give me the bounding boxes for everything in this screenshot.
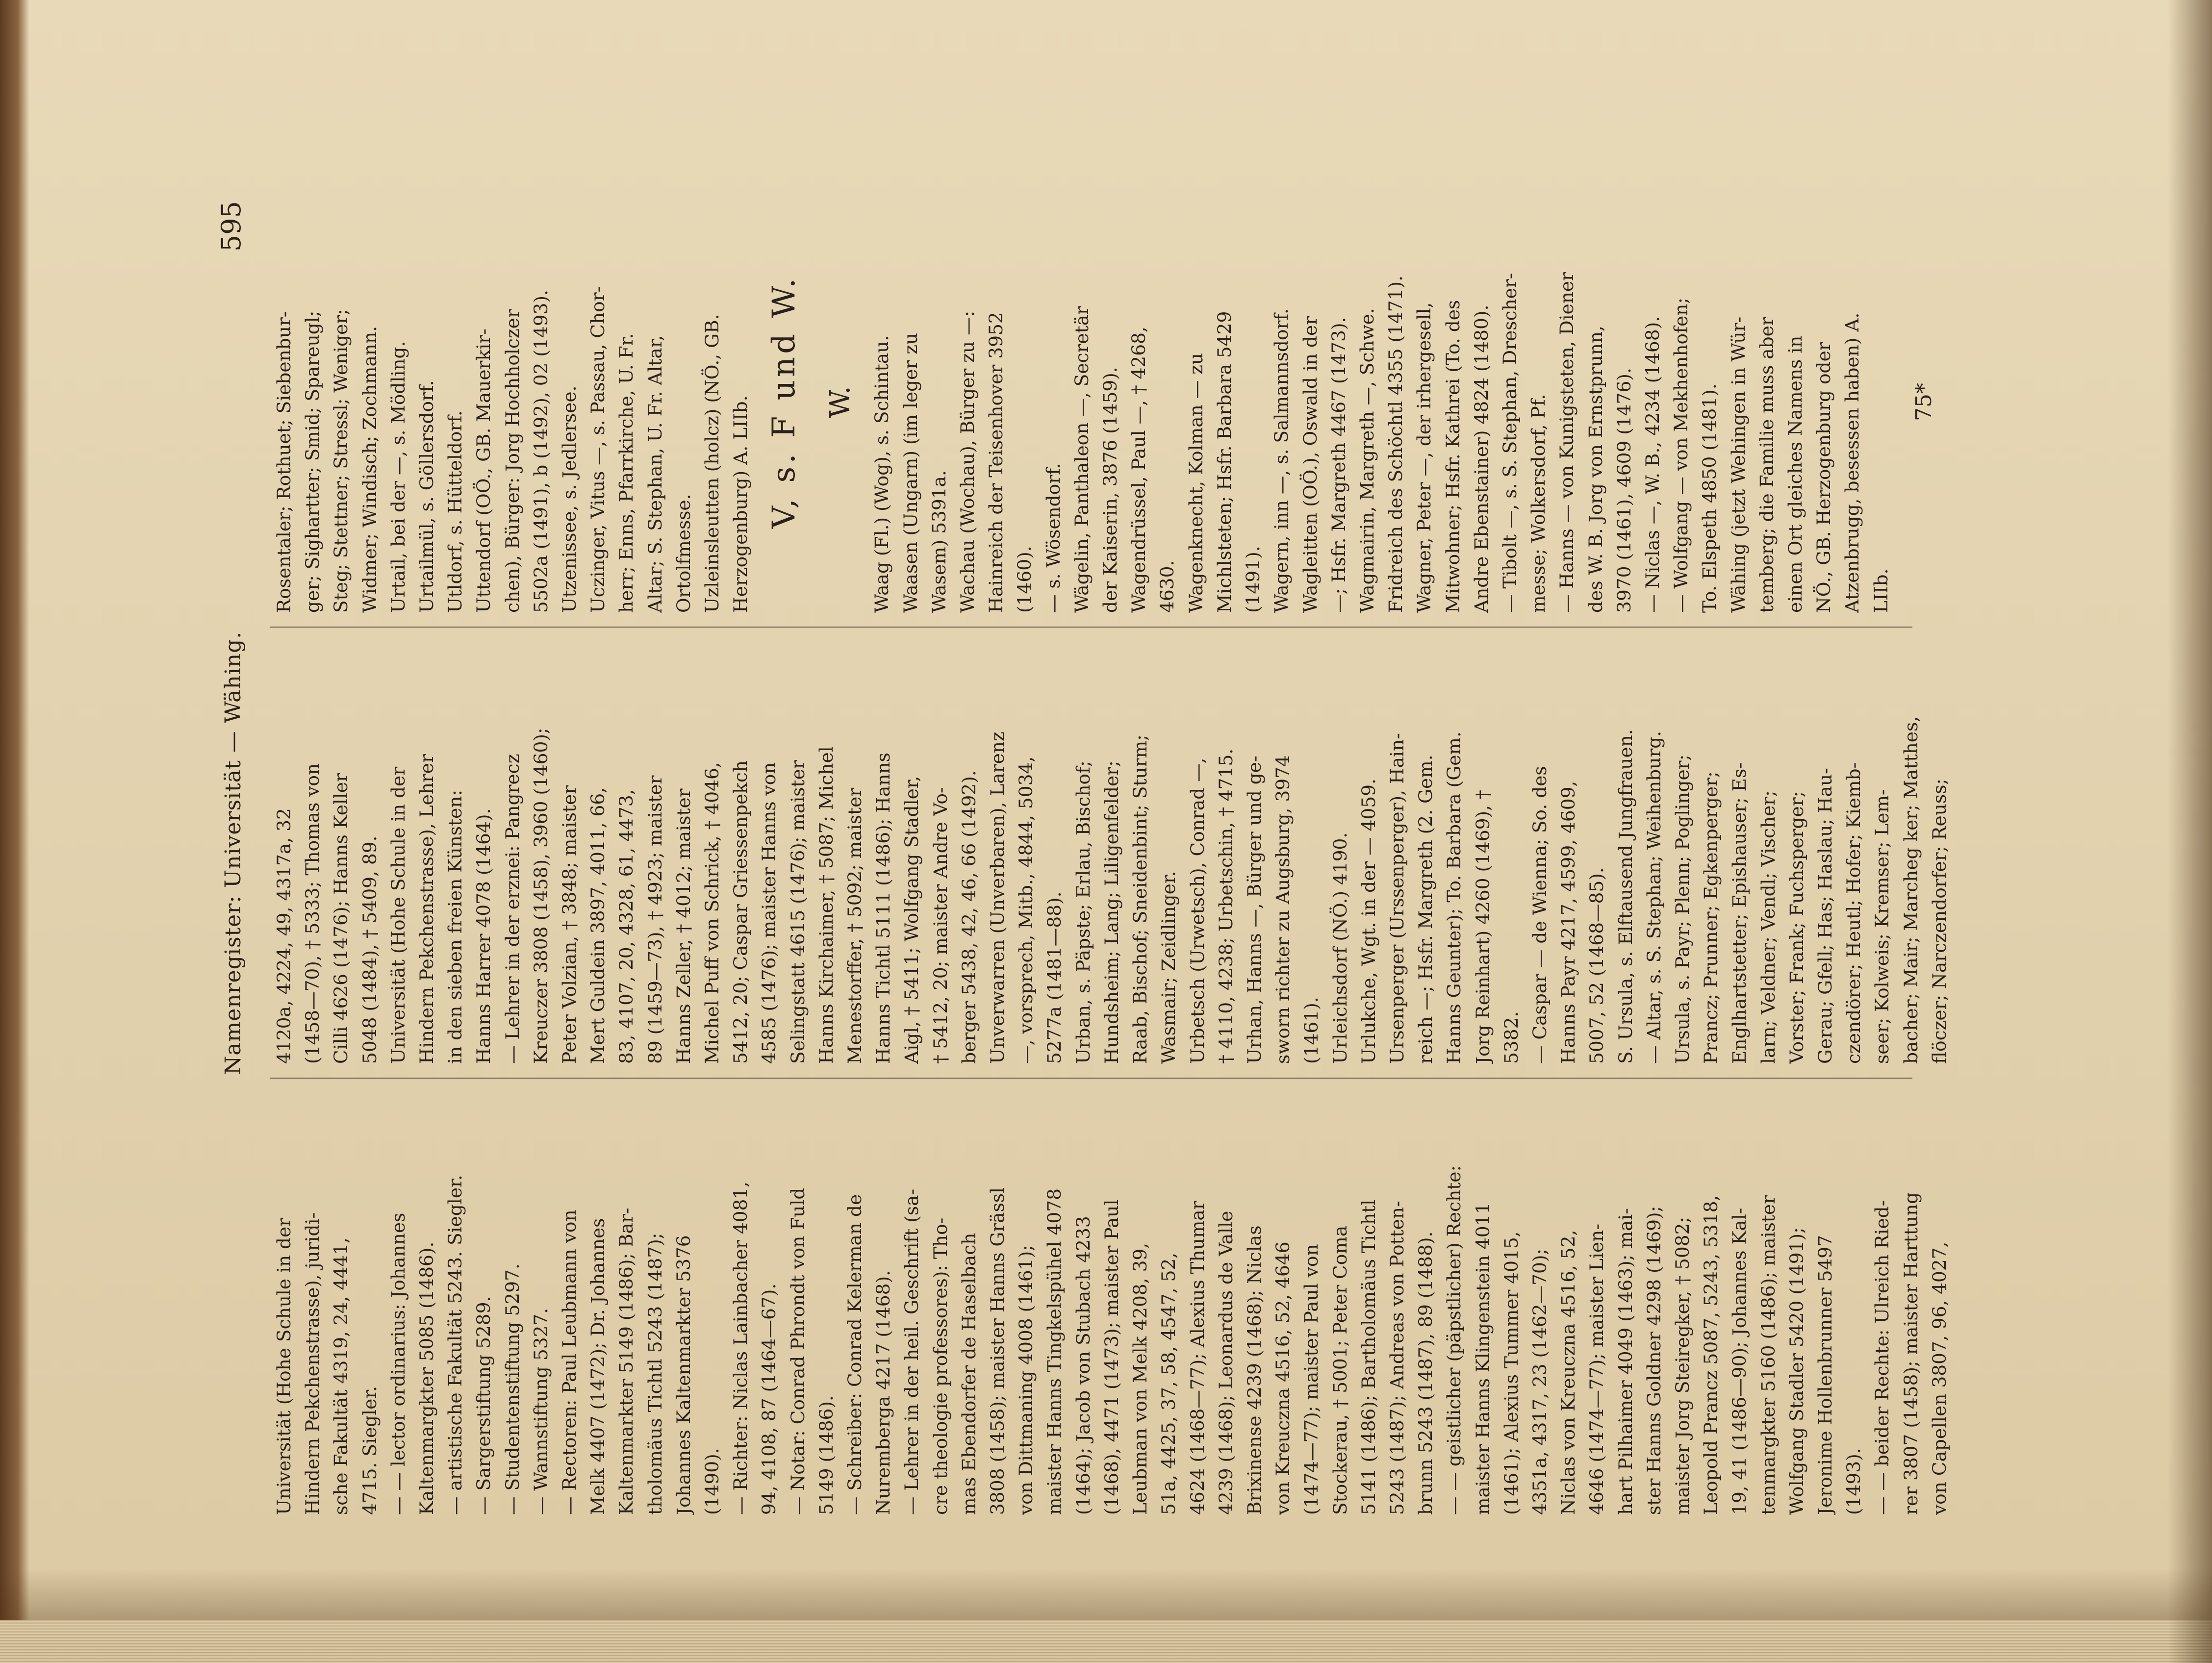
index-entry-line: Uttendorf (OÖ., GB. Mauerkir- [473, 328, 495, 613]
index-entry-line: Prancz; Prunner; Egkenperger; [1700, 771, 1722, 1064]
index-entry-line: ger; Sighartter; Smid; Spareugl; [302, 310, 324, 613]
index-entry-line: Widmer; Windisch; Zochmann. [358, 326, 381, 613]
column-3-entries-before [270, 191, 755, 613]
index-entry-line: Mitwohner; Hsfr. Kathrei (To. des [1442, 300, 1464, 613]
index-entry-line: (1464); Jacob von Stubach 4233 [1072, 1216, 1094, 1515]
index-entry-line: Hanns Zeller, † 4012; maister [672, 788, 694, 1064]
index-entry-line: berger 5438, 42, 46, 66 (1492). [958, 770, 980, 1064]
column-divider [270, 627, 1912, 628]
index-entry-line: Wagmairin, Margreth —, Schwe. [1356, 308, 1378, 613]
index-entry-line: flöczer; Narczendorfer; Reuss; [1928, 779, 1950, 1064]
index-entry-line: Wolfgang Stadler 5420 (1491); [1785, 1227, 1807, 1515]
index-entry-line: Wagendrüssel, Paul —, † 4268, [1128, 327, 1150, 613]
spine-shadow [0, 1569, 2212, 1623]
index-entry-line: Urlukche, Wgt. in der — 4059. [1357, 779, 1379, 1064]
index-entry-line: 51a, 4425, 37, 58, 4547, 52, [1158, 1252, 1180, 1515]
index-entry-line: Urhan, Hanns —, Bürger und ge- [1243, 756, 1265, 1064]
index-entry-line: (1458—70), † 5333; Thomas von [302, 763, 324, 1064]
index-entry-line: Johannes Kaltenmarkter 5376 [672, 1235, 694, 1515]
index-entry-line: Fridreich des Schöchtl 4355 (1471). [1385, 275, 1407, 613]
index-entry-line: 3808 (1458); maister Hanns Grässl [987, 1187, 1009, 1515]
index-entry-line: Ortolfmesse. [672, 494, 694, 613]
index-entry-line: in den sieben freien Künsten: [444, 789, 466, 1064]
index-entry-line: 4630. [1156, 560, 1178, 613]
index-entry-line: — Lehrer in der erznei: Pangrecz [501, 754, 523, 1064]
index-entry-line: Wagern, inn —, s. Salmannsdorf. [1271, 308, 1293, 613]
index-entry-line: — Lehrer in der heil. Geschrift (sa- [901, 1188, 923, 1515]
section-heading: V, s. F und W. [766, 275, 803, 529]
index-entry-line: Andre Ebenstainer) 4824 (1480). [1470, 304, 1492, 613]
index-entry-line: (1468), 4471 (1473); maister Paul [1100, 1199, 1122, 1515]
index-entry-line: Urtailmül, s. Göllersdorf. [416, 380, 438, 613]
index-entry-line: einen Ort gleiches Namens in [1784, 335, 1806, 613]
index-entry-line: (1461). [1300, 997, 1322, 1064]
index-entry-line: Englhartstetter; Epishauser; Es- [1729, 762, 1751, 1064]
index-entry-line: 5141 (1486); Bartholomäus Tichtl [1357, 1199, 1379, 1515]
section-letter: W. [824, 386, 857, 418]
index-entry-line: 4715. Siegler. [358, 1386, 381, 1515]
index-entry-line: 5382. [1500, 1011, 1522, 1064]
index-entry-line: — Notar: Conrad Phrondt von Fuld [787, 1187, 809, 1515]
index-entry-line: (1461); Alexius Tummer 4015, [1500, 1231, 1522, 1515]
index-entry-line: Ursenperger (Urssenperger), Hain- [1386, 733, 1408, 1064]
column-divider [270, 1078, 1912, 1079]
index-entry-line: reich —; Hsfr. Margreth (2. Gem. [1415, 755, 1437, 1064]
left-page-strip [0, 0, 29, 1663]
right-edge-shadow [2168, 0, 2212, 1663]
index-entry-line: Urbetsch (Urwetsch), Conrad —, [1186, 757, 1208, 1064]
index-entry-line: Wägelin, Panthaleon —, Secretär [1070, 306, 1093, 613]
index-entry-line: Hindern Pekchenstrasse), juridi- [302, 1212, 324, 1515]
index-entry-line: herr; Enns, Pfarrkirche, U. Fr. [615, 333, 637, 613]
index-entry-line: Hanns Kirchaimer, † 5087; Michel [815, 746, 837, 1064]
index-entry-line: Wagenknecht, Kolman — zu [1185, 353, 1207, 613]
index-entry-line: — Wolfgang — von Mekhenhofen; [1670, 298, 1692, 613]
index-entry-line: 94, 4108, 87 (1464—67). [758, 1283, 780, 1515]
index-entry-line: Hanns Geunter); To. Barbara (Gem. [1443, 731, 1465, 1064]
index-entry-line: Uzleinsleutten (holcz) (NÖ., GB. [701, 314, 723, 613]
index-column-2 [270, 642, 1954, 1064]
index-entry-line: Hindern Pekchenstrasse), Lehrer [416, 754, 438, 1064]
index-entry-line: — — geistlicher (päpstlicher) Rechte: [1443, 1165, 1465, 1515]
index-entry-line: Leopold Prancz 5087, 5243, 5318, [1700, 1195, 1722, 1515]
index-columns [270, 191, 1950, 1515]
index-entry-line: Raab, Bischof; Sneidenbint; Sturm; [1129, 734, 1151, 1064]
index-entry-line: Wagleitten (OÖ.), Oswald in der [1299, 316, 1321, 613]
index-entry-line: Peter Volzian, † 3848; maister [559, 785, 581, 1064]
index-entry-line: — Rectoren: Paul Leubmann von [559, 1209, 581, 1515]
index-entry-line: brunn 5243 (1487), 89 (1488). [1415, 1231, 1437, 1515]
index-entry-line: Vorster; Frank; Fuchsperger; [1785, 791, 1807, 1064]
index-entry-line: rer 3807 (1458); maister Harttung [1900, 1192, 1922, 1515]
index-entry-line: 5149 (1486). [815, 1395, 837, 1515]
page-edge-stack [0, 1620, 2212, 1663]
index-entry-line: sworn richter zu Augsburg, 3974 [1272, 755, 1294, 1064]
index-entry-line: 5412, 20; Caspar Griessenpekch [730, 760, 752, 1064]
index-entry-line: — Hanns — von Kunigsteten, Diener [1556, 272, 1578, 613]
index-entry-line: — Studentenstiftung 5297. [501, 1263, 523, 1515]
index-entry-line: — Tibolt —, s. S. Stephan, Drescher- [1499, 273, 1521, 613]
index-entry-line: Leubman von Melk 4208, 39, [1129, 1242, 1151, 1515]
index-entry-line: — artistische Fakultät 5243. Siegler. [444, 1175, 466, 1515]
index-entry-line: mas Ebendorfer de Haselbach [958, 1233, 980, 1515]
index-entry-line: Uczinger, Vitus —, s. Passau, Chor- [587, 286, 609, 613]
index-entry-line: 5277a (1481—88). [1043, 891, 1066, 1064]
index-entry-line: S. Ursula, s. Elftausend Jungfrauen. [1614, 729, 1636, 1064]
index-entry-line: To. Elspeth 4850 (1481). [1699, 383, 1721, 613]
index-entry-line: 4351a, 4317, 23 (1462—70); [1528, 1248, 1551, 1515]
index-entry-line: —; Hsfr. Margreth 4467 (1473). [1327, 317, 1349, 613]
index-entry-line: messe; Wolkersdorf, Pf. [1527, 394, 1550, 613]
index-entry-line: Utldorf, s. Hütteldorf. [444, 410, 466, 613]
index-entry-line: Selingstatt 4615 (1476); maister [787, 760, 809, 1064]
index-entry-line: chen), Bürger: Jorg Hochholczer [501, 309, 523, 613]
index-entry-line: Urleichsdorf (NÖ.) 4190. [1329, 832, 1351, 1064]
index-entry-line: hart Pilhaimer 4049 (1463); mai- [1614, 1208, 1636, 1515]
index-entry-line: 5243 (1487); Andreas von Potten- [1386, 1201, 1408, 1515]
index-entry-line: (1474—77); maister Paul von [1300, 1244, 1322, 1515]
index-entry-line: Altar; S. Stephan, U. Fr. Altar, [644, 335, 666, 613]
index-entry-line: Jorg Reinhart) 4260 (1469), † [1472, 790, 1494, 1064]
index-entry-line: — Wannstiftung 5327. [530, 1308, 552, 1515]
index-entry-line: tenmargkter 5160 (1486); maister [1757, 1195, 1779, 1515]
index-entry-line: 83, 4107, 20, 4328, 61, 4473, [615, 789, 637, 1064]
index-entry-line: Jeronime Hollenbrunner 5497 [1814, 1235, 1836, 1515]
index-entry-line: Rosentaler; Rothuet; Siebenbur- [273, 311, 295, 613]
page-header [216, 191, 260, 1515]
index-entry-line: Michel Puff von Schrick, † 4046, [701, 762, 723, 1064]
index-entry-line: — Sargerstiftung 5289. [473, 1296, 495, 1515]
index-entry-line: † 5412, 20; maister Andre Vo- [929, 787, 951, 1064]
index-entry-line: 4646 (1474—77); maister Lien- [1586, 1224, 1608, 1515]
index-entry-line: von Capellen 3807, 96, 4027, [1928, 1241, 1950, 1515]
index-entry-line: von Dittmaning 4008 (1461); [1015, 1245, 1037, 1515]
index-entry-line: (1490). [701, 1448, 723, 1515]
index-entry-line: Universität (Hohe Schule in der [387, 766, 409, 1064]
index-entry-line: LIIb. [1870, 568, 1892, 613]
index-entry-line: 19, 41 (1486—90); Johannes Kal- [1729, 1208, 1751, 1515]
index-entry-line: Urtail, bei der —, s. Mödling. [387, 341, 409, 613]
index-entry-line: von Kreuczna 4516, 52, 4646 [1272, 1241, 1294, 1515]
index-entry-line: Niclas von Kreuczna 4516, 52, [1557, 1230, 1579, 1515]
page-number: 595 [216, 201, 247, 252]
index-entry-line: Utzenissee, s. Jedlersee. [559, 385, 581, 613]
index-entry-line: 4239 (1468); Leonardus de Valle [1215, 1210, 1237, 1515]
index-entry-line: Urban, s. Päpste; Erlau, Bischof; [1072, 760, 1094, 1064]
footer-signature: 75* [1911, 383, 1936, 421]
column-3-entries-after [867, 191, 1895, 613]
index-entry-line: Hanns Payr 4217, 4599, 4609, [1557, 781, 1579, 1064]
index-entry-line: Hundsheim; Lang; Liligenfelder; [1100, 760, 1122, 1064]
index-entry-line: maister Hanns Tingkelspühel 4078 [1043, 1188, 1066, 1515]
index-entry-line: 4624 (1468—77); Alexius Thumar [1186, 1201, 1208, 1515]
index-entry-line: bacher; Mair; Marcheg ker; Matthes, [1900, 716, 1922, 1064]
index-entry-line: Unverwarren (Unverbaren), Larenz [987, 731, 1009, 1064]
index-entry-line: — Schreiber: Conrad Kelerman de [844, 1194, 866, 1515]
index-entry-line: Michlsteten; Hsfr. Barbara 5429 [1213, 311, 1235, 613]
index-entry-line: temberg; die Familie muss aber [1755, 317, 1778, 613]
index-entry-line: —, vorsprech, Mitb., 4844, 5034, [1015, 756, 1037, 1064]
index-entry-line: Kreuczer 3808 (1458), 3960 (1460); [530, 728, 552, 1064]
index-entry-line: czendörer; Heutl; Hofer; Kiemb- [1843, 762, 1865, 1064]
index-entry-line: — Niclas —, W. B., 4234 (1468). [1641, 316, 1663, 613]
index-entry-line: Kaltenmargkter 5085 (1486). [416, 1241, 438, 1515]
index-entry-line: Herzogenburg) A. LIIb. [730, 395, 752, 613]
index-entry-line: 89 (1459—73), † 4923; maister [644, 775, 666, 1064]
index-entry-line: Gerau; Gfell; Has; Haslau; Hau- [1814, 768, 1836, 1064]
index-entry-line: — Altar, s. S. Stephan; Weihenburg. [1643, 731, 1665, 1064]
index-entry-line: 4120a, 4224, 49, 4317a, 32 [273, 808, 295, 1064]
index-entry-line: — — beider Rechte: Ulreich Ried- [1871, 1200, 1893, 1515]
index-entry-line: tholomäus Tichtl 5243 (1487); [644, 1233, 666, 1515]
index-entry-line: — — lector ordinarius: Johannes [387, 1212, 409, 1515]
index-entry-line: Waasen (Ungarn) (im leger zu [899, 332, 921, 613]
index-entry-line: Cilli 4626 (1476); Hanns Keller [330, 773, 352, 1064]
rotated-text-block [216, 191, 1996, 1515]
running-title: Namenregister: Universität — Wähing. [221, 631, 246, 1075]
index-entry-line: Melk 4407 (1472); Dr. Johannes [587, 1218, 609, 1515]
index-entry-line: (1491). [1242, 546, 1264, 613]
index-column-3 [270, 191, 1938, 613]
index-entry-line: Brixinense 4239 (1468); Niclas [1243, 1225, 1265, 1515]
index-entry-line: maister Jorg Steiregker, † 5082; [1671, 1216, 1693, 1515]
index-entry-line: Universität (Hohe Schule in der [273, 1217, 295, 1515]
index-entry-line: Kaltenmarkter 5149 (1486); Bar- [615, 1208, 637, 1515]
index-entry-line: Wagner, Peter —, der irhergesell, [1413, 302, 1435, 613]
index-entry-line: Waag (Fl.) (Wog), s. Schintau. [871, 335, 893, 613]
index-entry-line: maister Hanns Klingenstein 4011 [1472, 1202, 1494, 1515]
index-entry-line: Ursula, s. Payr; Plenn; Poglinger; [1671, 754, 1693, 1064]
index-entry-line: Menestorffer, † 5092; maister [844, 787, 866, 1064]
index-entry-line: seer; Kolweis; Kremser; Lem- [1871, 789, 1893, 1064]
index-entry-line: Nuremberga 4217 (1468). [872, 1270, 894, 1515]
index-entry-line: 5502a (1491), b (1492), 02 (1493). [530, 290, 552, 613]
index-entry-line: Steg; Stettner; Stressl; Weniger; [330, 309, 352, 613]
index-entry-line: (1493). [1843, 1448, 1865, 1515]
index-entry-line: ster Hanns Goldner 4298 (1469); [1643, 1206, 1665, 1515]
index-entry-line: Wähing (jetzt Wehingen in Wür- [1727, 316, 1749, 613]
index-entry-line: larn; Veldner; Vendl; Vischer; [1757, 790, 1779, 1064]
index-entry-line: cre theologie professores): Tho- [929, 1217, 951, 1515]
index-entry-line: (1460). [1014, 546, 1036, 613]
index-entry-line: Hainreich der Teisenhover 3952 [985, 312, 1007, 613]
index-entry-line: 5048 (1484), † 5409, 89. [358, 835, 381, 1064]
index-entry-line: der Kaiserin, 3876 (1459). [1099, 367, 1121, 613]
index-column-1 [270, 1093, 1954, 1515]
index-entry-line: Hanns Tichtl 5111 (1486); Hanns [872, 753, 894, 1064]
index-entry-line: sche Fakultät 4319, 24, 4441, [330, 1237, 352, 1515]
index-entry-line: Aigl, † 5411; Wolfgang Stadler, [901, 776, 923, 1064]
index-entry-line: des W. B. Jorg von Ernstprunn, [1584, 326, 1606, 613]
index-entry-line: Hanns Harrer 4078 (1464). [473, 808, 495, 1064]
index-entry-line: Wachau (Wochau), Bürger zu —: [957, 310, 979, 613]
index-entry-line: 4585 (1476); maister Hanns von [758, 762, 780, 1064]
index-entry-line: NÖ., GB. Herzogenburg oder [1813, 342, 1835, 613]
index-entry-line: Atzenbrugg, besessen haben) A. [1841, 312, 1863, 613]
index-entry-line: — s. Wösendorf. [1042, 463, 1064, 613]
index-entry-line: — Richter: Niclas Lainbacher 4081, [730, 1181, 752, 1515]
index-entry-line: 5007, 52 (1468—85). [1586, 867, 1608, 1064]
index-entry-line: Wasem) 5391a. [928, 470, 950, 613]
index-entry-line: 3970 (1461), 4609 (1476). [1613, 368, 1635, 613]
index-entry-line: — Caspar — de Wienna; So. des [1528, 766, 1551, 1064]
index-entry-line: Stockerau, † 5001; Peter Coma [1329, 1225, 1351, 1515]
index-entry-line: Mert Guldein 3897, 4011, 66, [587, 787, 609, 1064]
index-entry-line: † 4110, 4238; Urbetschin, † 4715. [1215, 748, 1237, 1064]
index-entry-line: Wasmair; Zeidlinger. [1158, 871, 1180, 1064]
